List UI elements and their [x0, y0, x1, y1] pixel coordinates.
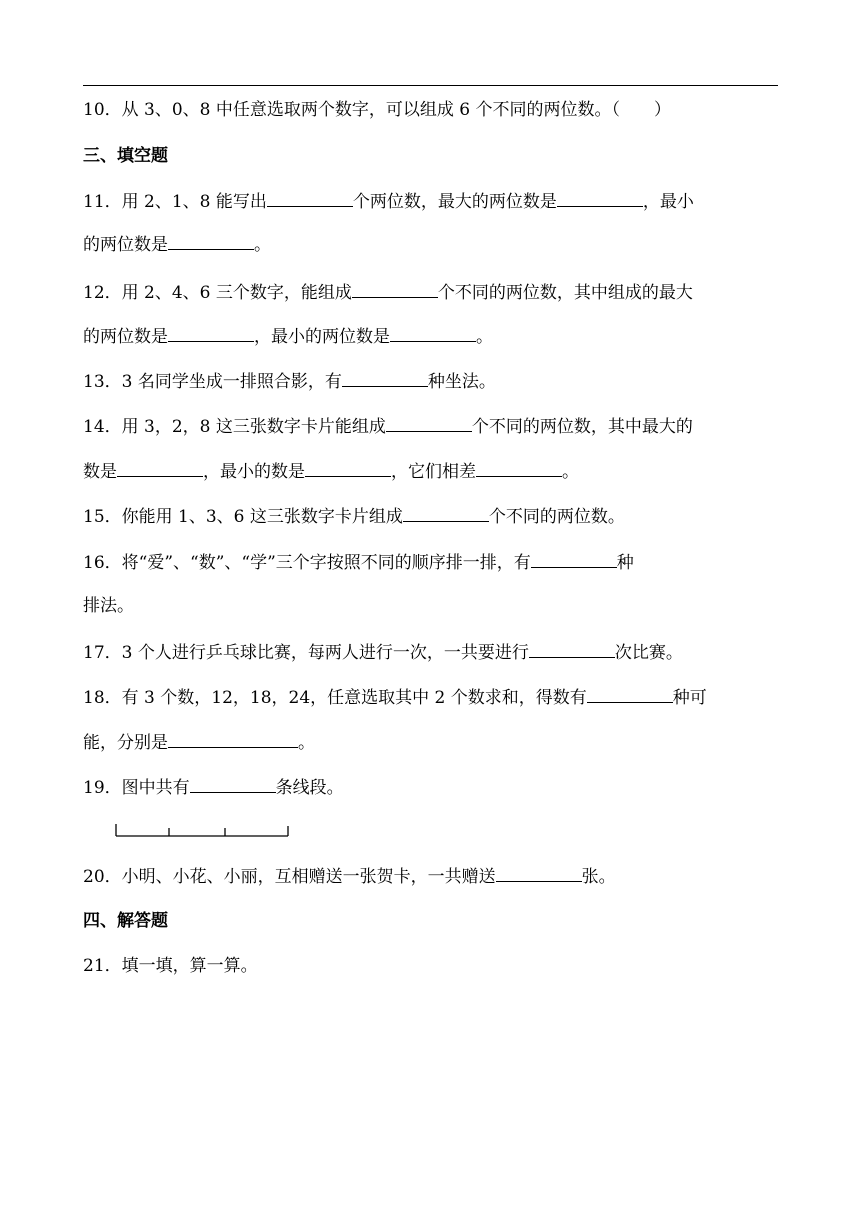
question-10-text: 10．从 3、0、8 中任意选取两个数字，可以组成 6 个不同的两位数。（ ）	[83, 100, 672, 120]
question-16-text-b: 种	[616, 553, 634, 573]
section-4-heading: 四、解答题	[83, 911, 168, 931]
question-14-line-1	[83, 416, 693, 437]
section-3-heading: 三、填空题	[83, 146, 168, 166]
question-19-text-a: 19．图中共有	[83, 778, 190, 798]
question-11-text-d: 的两位数是	[83, 235, 168, 255]
answer-blank[interactable]	[305, 461, 391, 477]
question-16-line-1	[83, 552, 634, 573]
question-13	[83, 371, 496, 392]
question-20-text-a: 20．小明、小花、小丽，互相赠送一张贺卡，一共赠送	[83, 867, 496, 887]
question-12-text-c: 的两位数是	[83, 327, 168, 347]
question-12-text-e: 。	[476, 327, 493, 347]
question-12-line-2	[83, 326, 493, 347]
question-20-text-b: 张。	[581, 867, 616, 887]
question-11-text-e: 。	[254, 235, 271, 255]
question-16-line-2	[83, 596, 134, 616]
question-16-text-c: 排法。	[83, 596, 134, 616]
answer-blank[interactable]	[531, 552, 617, 568]
answer-blank[interactable]	[352, 282, 438, 298]
question-15-text-a: 15．你能用 1、3、6 这三张数字卡片组成	[83, 507, 403, 527]
answer-blank[interactable]	[386, 416, 472, 432]
answer-blank[interactable]	[168, 326, 254, 342]
question-21-text: 21．填一填，算一算。	[83, 956, 258, 976]
header-rule	[83, 85, 778, 86]
question-18-line-2	[83, 732, 315, 753]
question-18-text-d: 。	[298, 733, 315, 753]
question-18-line-1	[83, 687, 707, 708]
question-11-text-c: ，最小	[642, 192, 694, 212]
answer-blank[interactable]	[190, 777, 276, 793]
answer-blank[interactable]	[587, 687, 673, 703]
question-17-text-b: 次比赛。	[614, 643, 683, 663]
question-18-text-b: 种可	[672, 688, 707, 708]
question-11-line-2	[83, 234, 271, 255]
line-segment-figure	[114, 822, 290, 838]
answer-blank[interactable]	[267, 191, 353, 207]
answer-blank[interactable]	[117, 461, 203, 477]
question-11-line-1	[83, 191, 694, 212]
question-21	[83, 956, 258, 976]
answer-blank[interactable]	[476, 461, 562, 477]
question-19	[83, 777, 344, 798]
question-14-line-2	[83, 461, 579, 482]
answer-blank[interactable]	[168, 234, 254, 250]
question-14-text-f: 。	[562, 462, 579, 482]
section-title-solve	[83, 911, 168, 931]
question-14-text-e: ，它们相差	[391, 462, 476, 482]
question-12-text-a: 12．用 2、4、6 三个数字，能组成	[83, 283, 352, 303]
question-14-text-a: 14．用 3，2，8 这三张数字卡片能组成	[83, 417, 386, 437]
question-13-text-a: 13．3 名同学坐成一排照合影，有	[83, 372, 342, 392]
question-11-text-b: 个两位数，最大的两位数是	[352, 192, 557, 212]
question-12-text-d: ，最小的两位数是	[254, 327, 390, 347]
question-17	[83, 642, 683, 663]
question-16-text-a: 16．将“爱”、“数”、“学”三个字按照不同的顺序排一排，有	[83, 553, 531, 573]
question-13-text-b: 种坐法。	[427, 372, 496, 392]
question-11-text-a: 11．用 2、1、8 能写出	[83, 192, 267, 212]
answer-blank[interactable]	[168, 732, 298, 748]
question-15	[83, 506, 625, 527]
question-17-text-a: 17．3 个人进行乒乓球比赛，每两人进行一次，一共要进行	[83, 643, 529, 663]
question-14-text-c: 数是	[83, 462, 117, 482]
question-12-line-1	[83, 282, 693, 303]
question-20	[83, 866, 616, 887]
question-15-text-b: 个不同的两位数。	[488, 507, 625, 527]
answer-blank[interactable]	[496, 866, 582, 882]
answer-blank[interactable]	[403, 506, 489, 522]
section-title-fill-in	[83, 146, 168, 166]
answer-blank[interactable]	[342, 371, 428, 387]
answer-blank[interactable]	[390, 326, 476, 342]
question-10	[83, 100, 671, 120]
question-14-text-d: ，最小的数是	[203, 462, 305, 482]
question-18-text-c: 能，分别是	[83, 733, 168, 753]
answer-blank[interactable]	[529, 642, 615, 658]
question-12-text-b: 个不同的两位数，其中组成的最大	[437, 283, 693, 303]
question-19-text-b: 条线段。	[275, 778, 344, 798]
question-18-text-a: 18．有 3 个数，12，18，24，任意选取其中 2 个数求和，得数有	[83, 688, 587, 708]
question-14-text-b: 个不同的两位数，其中最大的	[471, 417, 693, 437]
answer-blank[interactable]	[557, 191, 643, 207]
